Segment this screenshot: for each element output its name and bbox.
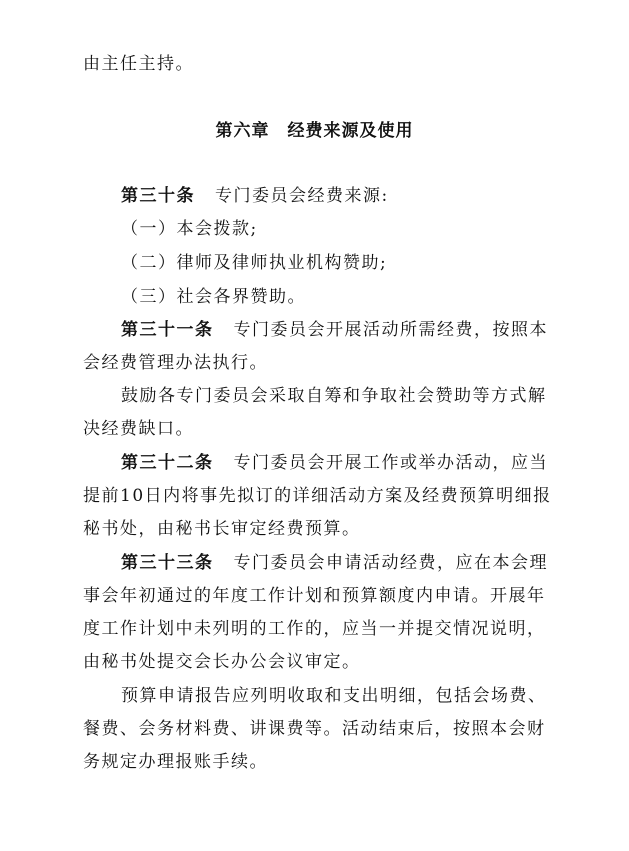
article-32-text: 专门委员会开展工作或举办活动，应当提前10日内将事先拟订的详细活动方案及经费预算明细报秘书处，由秘书长审定经费预算。 [83,453,552,539]
article-31-text: 专门委员会开展活动所需经费，按照本会经费管理办法执行。 [83,320,548,373]
article-31-paragraph-2: 鼓励各专门委员会采取自筹和争取社会赞助等方式解决经费缺口。 [83,386,547,439]
article-33-paragraph-2: 预算申请报告应列明收取和支出明细，包括会场费、餐费、会务材料费、讲课费等。活动结束后，按照本会财务规定办理报账手续。 [83,686,547,772]
article-30-label: 第三十条 [121,186,195,206]
article-30-item-3: （三）社会各界赞助。 [121,287,306,307]
article-31-label: 第三十一条 [121,320,214,340]
article-30-item-1: （一）本会拨款; [121,219,258,239]
chapter-title: 第六章 经费来源及使用 [215,121,414,141]
article-30-text: 专门委员会经费来源: [215,186,389,206]
article-33 [83,547,553,679]
article-33-text: 专门委员会申请活动经费，应在本会理事会年初通过的年度工作计划和预算额度内申请。开展年度工作计划中未列明的工作的，应当一并提交情况说明，由秘书处提交会长办公会议审定。 [83,553,548,672]
article-31 [83,314,553,380]
paragraph-continuation: 由主任主持。 [83,54,194,74]
article-33-label: 第三十三条 [121,553,214,573]
article-32 [83,447,553,546]
article-30-item-2: （二）律师及律师执业机构赞助; [121,253,388,273]
article-30 [83,180,553,213]
article-32-label: 第三十二条 [121,453,214,473]
